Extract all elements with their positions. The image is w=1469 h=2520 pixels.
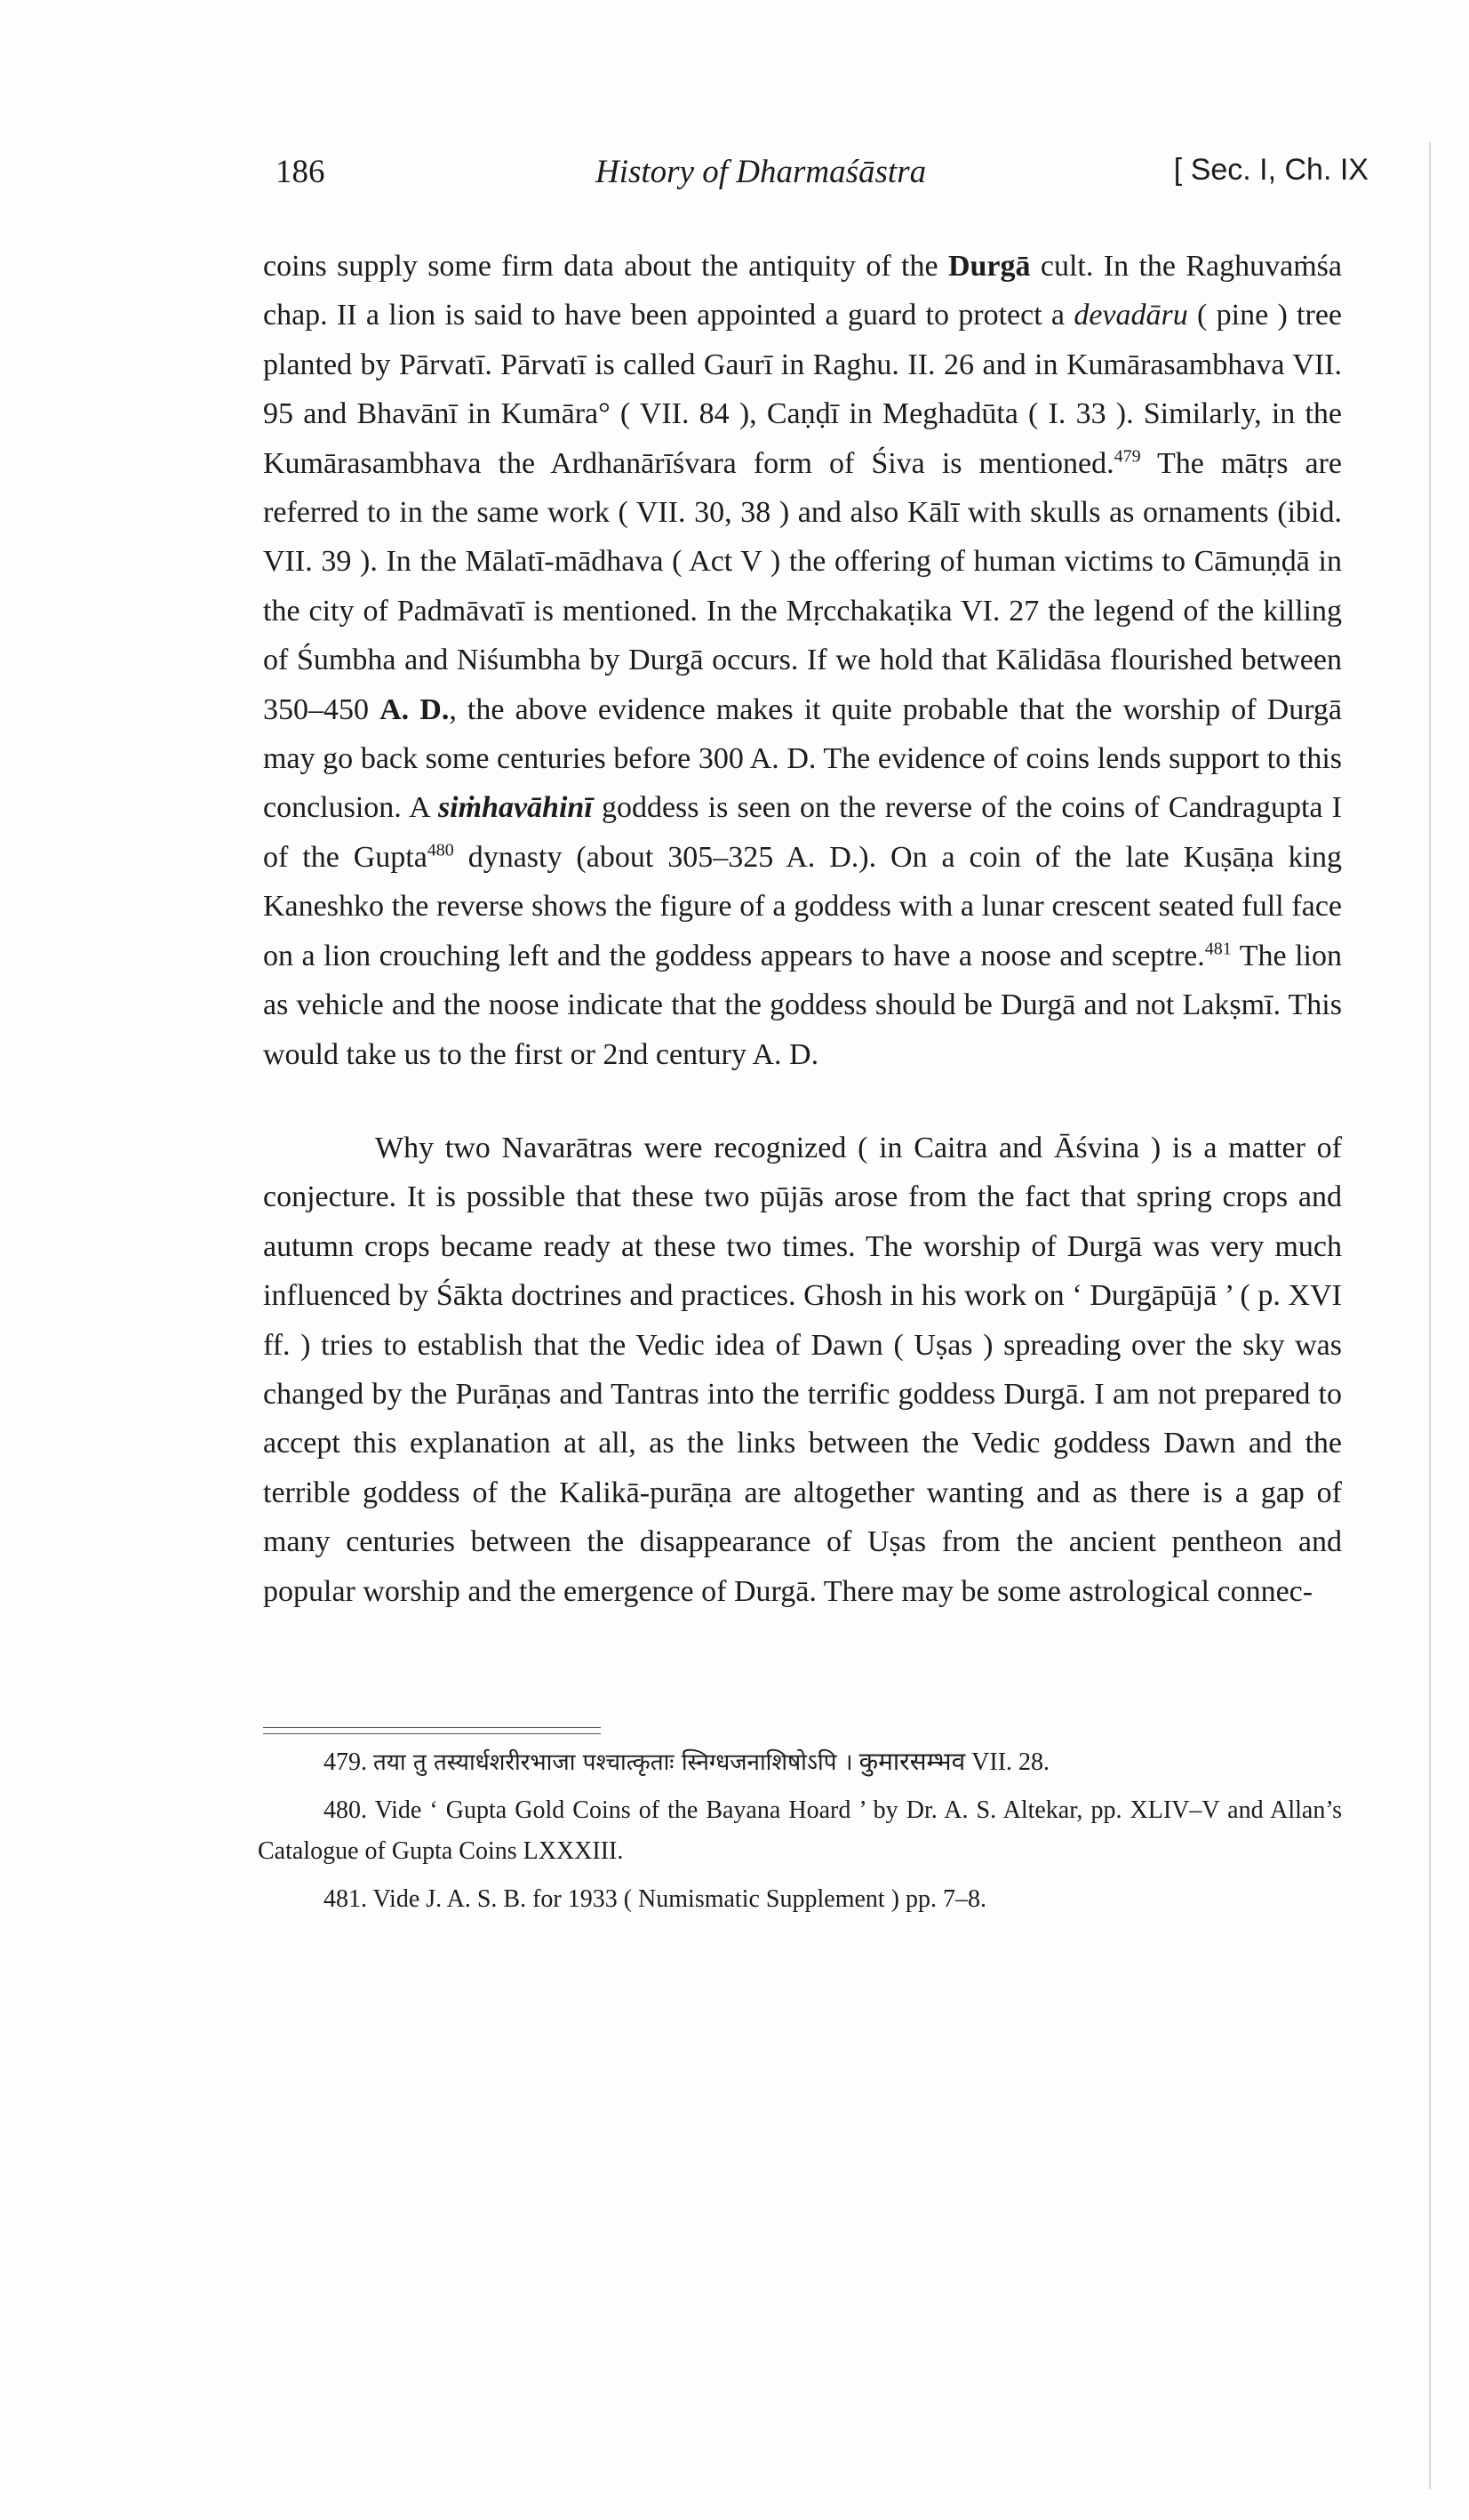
paragraph-1-text: , the above evidence makes it quite probable that the worship of Durgā may go back some centuries before 300 A. D. The evidence of coins lends support to this conclusion. A <box>263 692 1343 825</box>
section-reference: [ Sec. I, Ch. IX <box>1173 153 1369 187</box>
binding-edge-line <box>1429 142 1431 2489</box>
footnotes <box>258 1742 1342 1920</box>
page-header <box>275 153 1369 206</box>
emphasis-ad: A. D. <box>379 692 450 726</box>
body-text <box>263 242 1342 1616</box>
footnote-divider <box>263 1727 601 1734</box>
paragraph-2: Why two Navarātras were recognized ( in Caitra and Āśvina ) is a matter of conjecture. It is possible that these two pūjās arose from the fact that spring crops and autumn crops became ready at these two times. The worship of Durgā was very much influenced by Śākta doctrines and practices. Ghosh in his work on ‘ Durgāpūjā ’ ( p. XVI ff. ) tries to establish that the Vedic idea of Dawn ( Uṣas ) spreading over the sky was changed by the Purāṇas and Tantras into the terrific goddess Durgā. I am not prepared to accept this explanation at all, as the links between the Vedic goddess Dawn and the terrible goddess of the Kalikā-purāṇa are altogether wanting and as there is a gap of many centuries between the disappearance of Uṣas from the ancient pentheon and popular worship and the emergence of Durgā. There may be some astrological connec- <box>263 1131 1342 1608</box>
footnote-ref-481: 481 <box>1204 939 1232 959</box>
running-title: History of Dharmaśāstra <box>595 154 927 190</box>
footnote-481 <box>258 1879 1342 1920</box>
sanskrit-verse: तया तु तस्यार्धशरीरभाजा पश्चात्कृताः स्निग्धजनाशिषोऽपि । <box>373 1749 853 1776</box>
footnote-ref-480: 480 <box>427 840 454 860</box>
footnote-479 <box>258 1742 1342 1783</box>
footnote-source: कुमारसम्भव VII. 28. <box>852 1748 1050 1776</box>
paragraph-1-text: ( pine ) tree planted by Pārvatī. Pārvatī is called Gaurī in Raghu. II. 26 and in Kumārasambhava VII. 95 and Bhavānī in Kumāra° ( VII. 84 ), Caṇḍī in Meghadūta ( I. 33 ). Similarly, in the Kumārasambhava the Ardhanārīśvara form of Śiva is mentioned. <box>263 299 1342 480</box>
emphasis-simhavahini: siṁhavāhinī <box>437 791 593 825</box>
paragraph-1-text: cult. In the Raghuvaṁśa chap. II a lion is said to have been appointed a guard to protect a <box>263 250 1342 332</box>
emphasis-durga: Durgā <box>947 250 1031 283</box>
page-number: 186 <box>275 154 325 190</box>
paragraph-1-text: coins supply some firm data about the antiquity of the <box>263 250 948 283</box>
paragraph-1 <box>263 242 1342 1079</box>
footnote-ref-479: 479 <box>1114 446 1141 467</box>
paragraph-1-text: The lion as vehicle and the noose indicate that the goddess should be Durgā and not Lakṣmī. This would take us to the first or 2nd century A. D. <box>263 939 1343 1071</box>
emphasis-devadaru: devadāru <box>1074 299 1188 332</box>
footnote-480 <box>258 1790 1342 1872</box>
footnote-text: Vide J. A. S. B. for 1933 ( Numismatic Supplement ) pp. 7–8. <box>372 1885 986 1913</box>
footnote-text: Vide ‘ Gupta Gold Coins of the Bayana Hoard ’ by Dr. A. S. Altekar, pp. XLIV–V and Allan’s Catalogue of Gupta Coins LXXXIII. <box>258 1796 1343 1865</box>
paragraph-1-text: goddess is seen on the reverse of the coins of Candragupta I of the Gupta <box>263 791 1343 874</box>
footnote-number: 479. <box>323 1748 367 1776</box>
footnote-number: 481. <box>323 1885 367 1913</box>
paragraph-1-text: The mātṛs are referred to in the same work ( VII. 30, 38 ) and also Kālī with skulls as ornaments (ibid. VII. 39 ). In the Mālatī-mādhava ( Act V ) the offering of human victims to Cāmuṇḍā in the city of Padmāvatī is mentioned. In the Mṛcchakaṭika VI. 27 the legend of the killing of Śumbha and Niśumbha by Durgā occurs. If we hold that Kālidāsa flourished between 350–450 <box>263 446 1342 726</box>
footnote-number: 480. <box>323 1796 367 1824</box>
paragraph-1-text: dynasty (about 305–325 A. D.). On a coin of the late Kuṣāṇa king Kaneshko the reverse shows the figure of a goddess with a lunar crescent seated full face on a lion crouching left and the goddess appears to have a noose and sceptre. <box>263 840 1342 972</box>
